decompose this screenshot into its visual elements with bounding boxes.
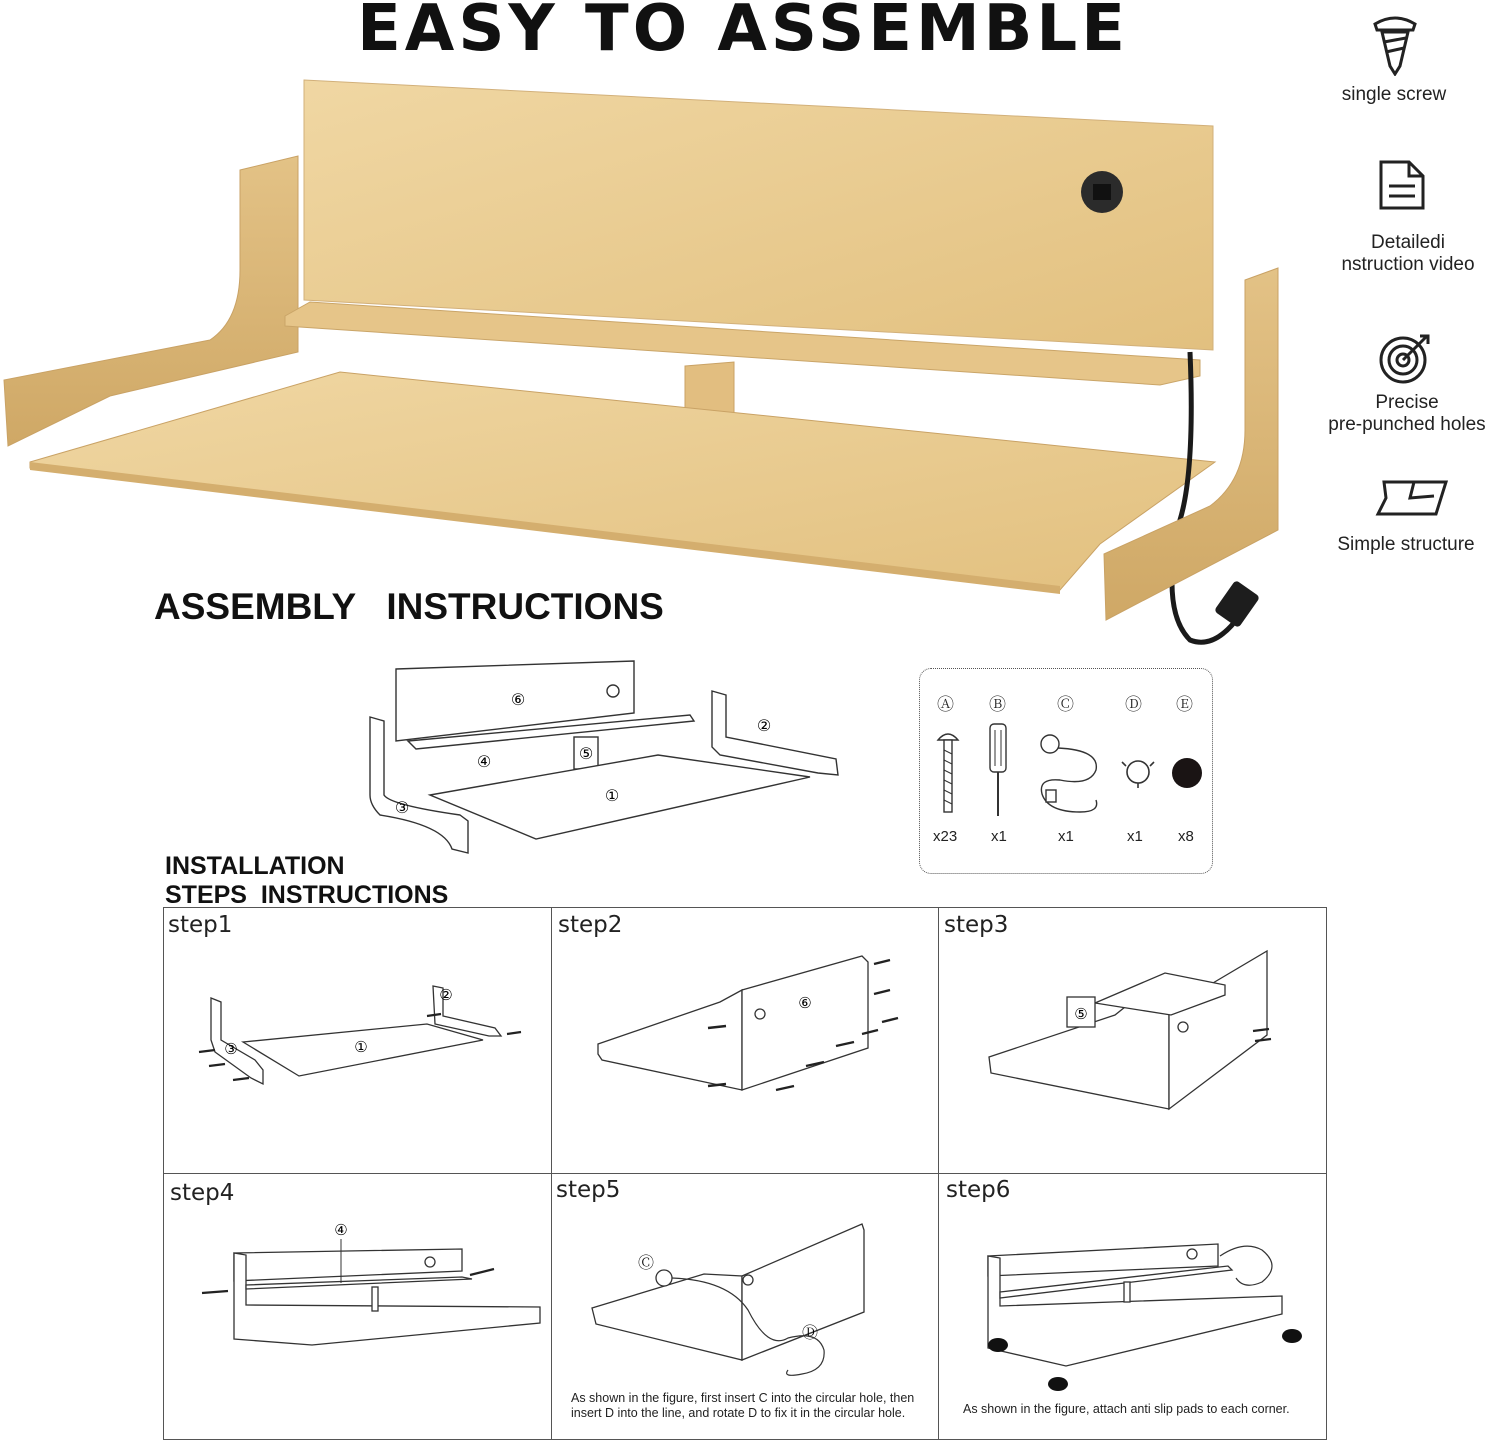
pad-front-left	[988, 1338, 1008, 1352]
part-number-3: ③	[394, 798, 410, 817]
hardware-qty-e: x8	[1178, 828, 1194, 845]
feature-holes-label-line1: Precise	[1375, 392, 1439, 413]
installation-heading-line1: INSTALLATION	[165, 852, 345, 880]
screwdriver-icon	[990, 724, 1006, 816]
ring-clip-icon	[1122, 761, 1154, 788]
assembly-heading: ASSEMBLY INSTRUCTIONS	[154, 586, 664, 627]
hardware-qty-b: x1	[991, 828, 1007, 845]
step-4-illustration	[200, 1215, 545, 1355]
pad-back-right	[1282, 1329, 1302, 1343]
svg-text:④: ④	[334, 1221, 348, 1239]
feature-single-screw-label: single screw	[1341, 84, 1447, 105]
cable-outlet-icon	[1041, 735, 1097, 812]
hardware-letter-d: Ⓓ	[1125, 695, 1142, 715]
screw-icon	[1370, 16, 1420, 76]
svg-text:⑤: ⑤	[1074, 1005, 1088, 1023]
feature-structure-label: Simple structure	[1337, 534, 1475, 555]
screw-part-icon	[938, 734, 958, 812]
structure-icon	[1374, 478, 1450, 520]
svg-text:Ⓒ: Ⓒ	[637, 1253, 655, 1272]
svg-text:Ⓓ: Ⓓ	[801, 1323, 819, 1342]
part-number-1: ①	[604, 786, 620, 805]
parts-exploded-diagram	[360, 655, 850, 860]
product-image-desk	[0, 70, 1300, 660]
step-5-illustration	[588, 1220, 878, 1390]
step-1-illustration	[195, 980, 535, 1090]
step-5-note: As shown in the figure, first insert C into the circular hole, then insert D into the line, and rotate D to fix it in the circular hole.	[571, 1391, 915, 1420]
power-plug	[1214, 580, 1260, 628]
hardware-letter-b: Ⓑ	[989, 695, 1006, 715]
step-6-label: step6	[946, 1177, 1011, 1203]
step-3-label: step3	[944, 912, 1009, 938]
step-1-label: step1	[168, 912, 233, 938]
feature-video-label-line2: nstruction video	[1341, 254, 1475, 275]
document-icon	[1377, 158, 1427, 212]
part-number-4: ④	[476, 752, 492, 771]
installation-heading	[165, 852, 448, 910]
step-2-illustration	[592, 950, 912, 1100]
feature-holes-label	[1308, 392, 1500, 436]
back-panel	[304, 80, 1213, 350]
svg-text:③: ③	[224, 1040, 238, 1058]
step-4-label: step4	[170, 1180, 235, 1206]
page-title: EASY TO ASSEMBLE	[357, 0, 1129, 66]
hardware-qty-a: x23	[933, 828, 958, 845]
svg-text:①: ①	[354, 1038, 368, 1056]
step-5-label: step5	[556, 1177, 621, 1203]
part-number-6: ⑥	[510, 690, 526, 709]
feature-video-label-line1: Detailedi	[1371, 232, 1445, 253]
hardware-letter-a: Ⓐ	[937, 695, 954, 715]
installation-heading-line2: STEPS INSTRUCTIONS	[165, 881, 449, 909]
pad-front-right	[1048, 1377, 1068, 1391]
part-number-5: ⑤	[578, 744, 594, 763]
svg-text:②: ②	[439, 986, 453, 1004]
step-2-label: step2	[558, 912, 623, 938]
hardware-letter-e: Ⓔ	[1176, 695, 1193, 715]
anti-slip-pad-icon	[1172, 758, 1202, 788]
part-number-2: ②	[756, 716, 772, 735]
desk-top	[30, 372, 1215, 590]
target-icon	[1378, 332, 1432, 386]
svg-text:⑥: ⑥	[798, 994, 812, 1012]
step-3-illustration	[985, 945, 1285, 1115]
hardware-qty-d: x1	[1127, 828, 1143, 845]
step-6-illustration	[982, 1236, 1312, 1396]
hardware-letter-c: Ⓒ	[1057, 695, 1074, 715]
hardware-qty-c: x1	[1058, 828, 1074, 845]
step-6-note: As shown in the figure, attach anti slip pads to each corner.	[963, 1402, 1290, 1416]
feature-holes-label-line2: pre-punched holes	[1328, 414, 1486, 435]
feature-video-label	[1320, 232, 1496, 276]
